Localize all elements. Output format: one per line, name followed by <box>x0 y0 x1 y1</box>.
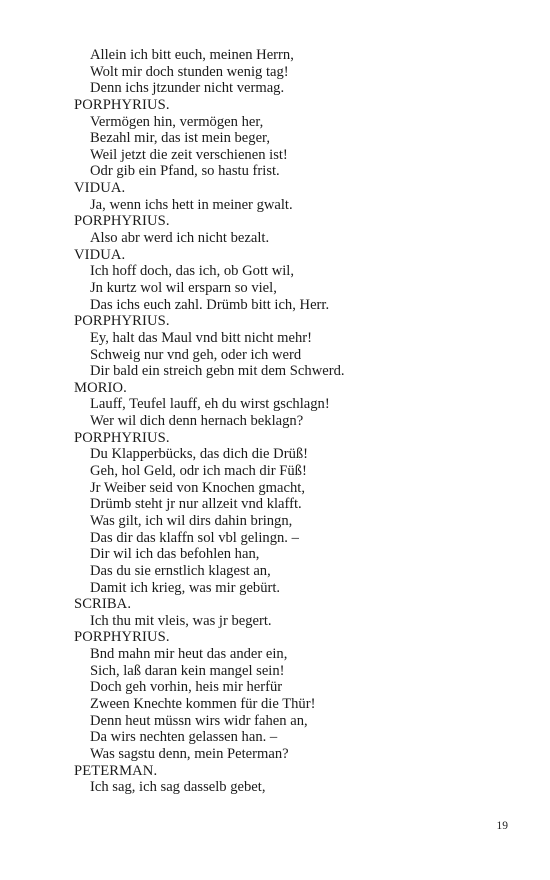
verse-line: Sich, laß daran kein mangel sein! <box>90 662 285 679</box>
verse-line: Geh, hol Geld, odr ich mach dir Füß! <box>90 463 307 480</box>
verse-line: Du Klapperbücks, das dich die Drüß! <box>90 446 309 463</box>
speaker-name: SCRIBA. <box>74 596 132 613</box>
speaker-name: PORPHYRIUS. <box>74 213 170 230</box>
verse-line: Doch geh vorhin, heis mir herfür <box>90 679 283 696</box>
verse-line: Ja, wenn ichs hett in meiner gwalt. <box>90 196 293 213</box>
verse-line: Ich hoff doch, das ich, ob Gott wil, <box>90 263 295 280</box>
verse-line: Allein ich bitt euch, meinen Herrn, <box>90 47 294 63</box>
verse-line: Was gilt, ich wil dirs dahin bringn, <box>90 512 293 529</box>
verse-line: Jn kurtz wol wil ersparn so viel, <box>90 279 277 296</box>
page-number: 19 <box>496 820 508 832</box>
speaker-name: PORPHYRIUS. <box>74 429 170 446</box>
verse-line: Bnd mahn mir heut das ander ein, <box>90 646 288 663</box>
verse-line: Odr gib ein Pfand, so hastu frist. <box>90 163 280 180</box>
verse-line: Denn heut müssn wirs widr fahen an, <box>90 712 308 729</box>
verse-line: Dir wil ich das befohlen han, <box>90 546 260 563</box>
speaker-name: VIDUA. <box>74 180 126 197</box>
speaker-name: PORPHYRIUS. <box>74 313 170 330</box>
verse-line: Wer wil dich denn hernach beklagn? <box>90 413 304 430</box>
verse-line: Ich thu mit vleis, was jr begert. <box>90 612 272 629</box>
verse-line: Jr Weiber seid von Knochen gmacht, <box>90 479 305 496</box>
speaker-name: PORPHYRIUS. <box>74 96 170 113</box>
verse-line: Das du sie ernstlich klagest an, <box>90 562 271 579</box>
verse-line: Was sagstu denn, mein Peterman? <box>90 745 289 762</box>
verse-line: Das ichs euch zahl. Drümb bitt ich, Herr. <box>90 296 330 313</box>
verse-line: Bezahl mir, das ist mein beger, <box>90 130 270 147</box>
verse-line: Denn ichs jtzunder nicht vermag. <box>90 80 285 97</box>
speaker-name: MORIO. <box>74 379 127 396</box>
speaker-name: PORPHYRIUS. <box>74 629 170 646</box>
verse-line: Damit ich krieg, was mir gebürt. <box>90 579 281 596</box>
verse-line: Zween Knechte kommen für die Thür! <box>90 695 316 712</box>
speaker-name: PETERMAN. <box>74 762 158 779</box>
verse-line: Ich sag, ich sag dasselb gebet, <box>90 779 266 796</box>
verse-line: Das dir das klaffn sol vbl gelingn. – <box>90 529 299 546</box>
verse-line: Wolt mir doch stunden wenig tag! <box>90 63 289 80</box>
verse-line: Lauff, Teufel lauff, eh du wirst gschlagn! <box>90 396 330 413</box>
verse-line: Also abr werd ich nicht bezalt. <box>90 230 270 247</box>
verse-line: Da wirs nechten gelassen han. – <box>90 729 278 746</box>
verse-line: Vermögen hin, vermögen her, <box>90 113 264 130</box>
verse-line: Weil jetzt die zeit verschienen ist! <box>90 146 288 163</box>
verse-line: Dir bald ein streich gebn mit dem Schwerd. <box>90 363 345 380</box>
play-text <box>74 47 514 796</box>
speaker-name: VIDUA. <box>74 246 126 263</box>
verse-line: Ey, halt das Maul vnd bitt nicht mehr! <box>90 329 312 346</box>
verse-line: Drümb steht jr nur allzeit vnd klafft. <box>90 496 302 513</box>
verse-line: Schweig nur vnd geh, oder ich werd <box>90 346 302 363</box>
